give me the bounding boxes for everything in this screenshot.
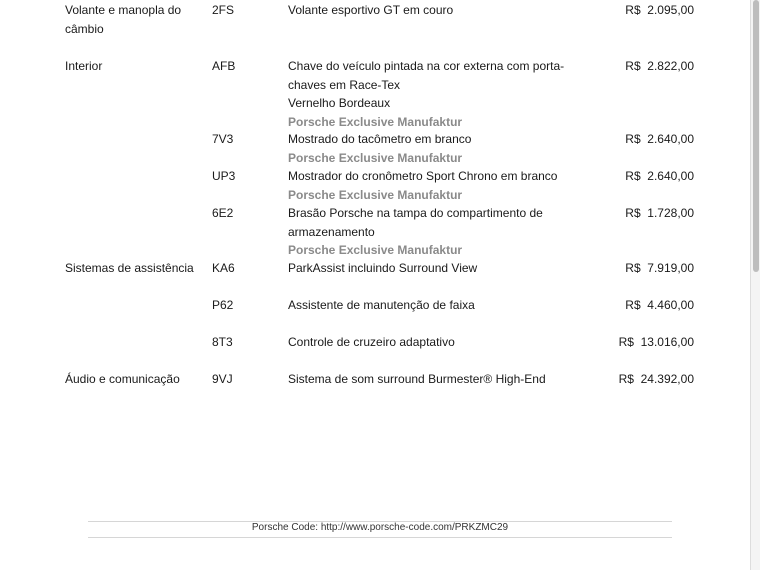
description-line: ParkAssist incluindo Surround View: [288, 261, 478, 275]
option-description: [288, 167, 613, 204]
option-category: Interior: [65, 59, 103, 73]
option-description: [288, 370, 613, 389]
option-description: [288, 1, 613, 20]
option-description: [288, 296, 613, 315]
description-line: Brasão Porsche na tampa do compartimento de: [288, 206, 543, 220]
exclusive-manufaktur-note: Porsche Exclusive Manufaktur: [288, 114, 463, 129]
description-line: Mostrado do tacômetro em branco: [288, 132, 472, 146]
description-line: armazenamento: [288, 224, 375, 239]
description-line: Assistente de manutenção de faixa: [288, 298, 475, 312]
option-code: AFB: [212, 59, 236, 73]
exclusive-manufaktur-note: Porsche Exclusive Manufaktur: [288, 187, 463, 202]
option-price: R$ 13.016,00: [618, 335, 694, 349]
option-code: 6E2: [212, 206, 234, 220]
footer-divider-bottom: [88, 537, 672, 538]
porsche-code-footer: Porsche Code: http://www.porsche-code.com/PRKZMC29: [251, 522, 509, 533]
description-line: Vernelho Bordeaux: [288, 96, 391, 110]
option-code: 8T3: [212, 335, 233, 349]
description-line: Volante esportivo GT em couro: [288, 3, 454, 17]
option-price: R$ 2.822,00: [625, 59, 694, 73]
description-line: Chave do veículo pintada na cor externa com porta-: [288, 59, 565, 73]
option-price: R$ 7.919,00: [625, 261, 694, 275]
option-code: UP3: [212, 169, 236, 183]
description-line: Mostrador do cronômetro Sport Chrono em branco: [288, 169, 558, 183]
option-description: [288, 259, 613, 278]
vertical-scrollbar[interactable]: [750, 0, 760, 570]
option-description: [288, 57, 613, 131]
option-code: 2FS: [212, 3, 235, 17]
option-description: [288, 204, 613, 260]
option-category: Áudio e comunicação: [65, 372, 180, 386]
option-price: R$ 2.095,00: [625, 3, 694, 17]
description-line: Controle de cruzeiro adaptativo: [288, 335, 455, 349]
option-price: R$ 2.640,00: [625, 169, 694, 183]
description-line: Sistema de som surround Burmester® High-End: [288, 372, 546, 386]
option-code: P62: [212, 298, 234, 312]
option-code: 9VJ: [212, 372, 233, 386]
option-description: [288, 333, 613, 352]
option-price: R$ 24.392,00: [618, 372, 694, 386]
option-price: R$ 1.728,00: [625, 206, 694, 220]
exclusive-manufaktur-note: Porsche Exclusive Manufaktur: [288, 150, 463, 165]
option-price: R$ 4.460,00: [625, 298, 694, 312]
exclusive-manufaktur-note: Porsche Exclusive Manufaktur: [288, 243, 463, 257]
option-code: KA6: [212, 261, 235, 275]
option-code: 7V3: [212, 132, 234, 146]
option-category: Sistemas de assistência: [65, 261, 194, 275]
option-description: [288, 130, 613, 167]
scrollbar-thumb[interactable]: [753, 0, 759, 272]
description-line: chaves em Race-Tex: [288, 77, 401, 92]
option-price: R$ 2.640,00: [625, 132, 694, 146]
option-category: Volante e manopla do câmbio: [65, 3, 182, 36]
